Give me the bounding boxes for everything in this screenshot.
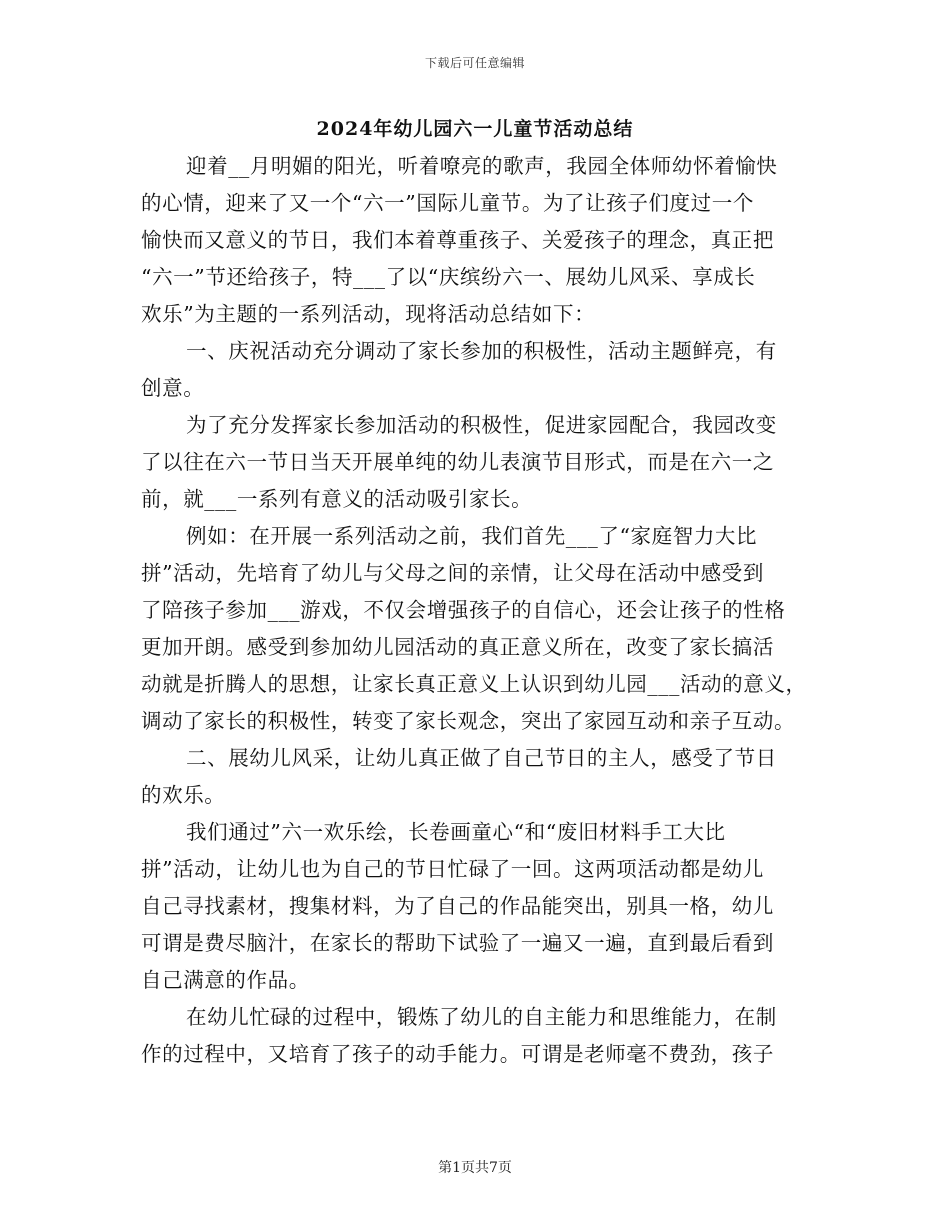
text-line: 作的过程中，又培育了孩子的动手能力。可谓是老师毫不费劲，孩子 [141,1042,774,1066]
text-line: 可谓是费尽脑汁，在家长的帮助下试验了一遍又一遍，直到最后看到 [141,931,774,955]
text-line: 前，就___一系列有意义的活动吸引家长。 [141,487,533,511]
text-line: 更加开朗。感受到参加幼儿园活动的真正意义所在，改变了家长搞活 [141,635,774,659]
text-line: 了以往在六一节日当天开展单纯的幼儿表演节目形式，而是在六一之 [141,450,774,474]
text-line: 了陪孩子参加___游戏，不仅会增强孩子的自信心，还会让孩子的性格 [141,598,786,622]
text-line: 我们通过”六一欢乐绘，长卷画童心“和“废旧材料手工大比 [186,820,726,844]
text-line: 自己寻找素材，搜集材料，为了自己的作品能突出，别具一格，幼儿 [141,894,774,918]
text-line: “六一”节还给孩子，特___了以“庆缤纷六一、展幼儿风采、享成长 [141,265,756,289]
text-line: 拼”活动，先培育了幼儿与父母之间的亲情，让父母在活动中感受到 [141,561,764,585]
text-line: 拼”活动，让幼儿也为自己的节日忙碌了一回。这两项活动都是幼儿 [141,857,764,881]
page-number: 第1页共7页 [438,1160,512,1176]
text-line: 在幼儿忙碌的过程中，锻炼了幼儿的自主能力和思维能力，在制 [186,1005,777,1029]
text-line: 创意。 [141,376,205,400]
header-note: 下载后可任意编辑 [424,56,525,70]
text-line: 自己满意的作品。 [141,968,310,992]
text-line: 二、展幼儿风采，让幼儿真正做了自己节日的主人，感受了节日 [186,746,777,770]
text-line: 的心情，迎来了又一个“六一”国际儿童节。为了让孩子们度过一个 [141,191,754,215]
text-line: 愉快而又意义的节日，我们本着尊重孩子、关爱孩子的理念，真正把 [141,228,774,252]
text-line: 的欢乐。 [141,783,226,807]
text-line: 迎着__月明媚的阳光，听着嘹亮的歌声，我园全体师幼怀着愉快 [186,154,778,178]
document-body [141,148,817,1073]
text-line: 一、庆祝活动充分调动了家长参加的积极性，活动主题鲜亮，有 [186,339,777,363]
text-line: 动就是折腾人的思想，让家长真正意义上认识到幼儿园___活动的意义， [141,672,807,696]
text-line: 例如：在开展一系列活动之前，我们首先___了“家庭智力大比 [186,524,758,548]
text-line: 调动了家长的积极性，转变了家长观念，突出了家园互动和亲子互动。 [141,709,796,733]
document-title: 2024年幼儿园六一儿童节活动总结 [316,118,634,140]
text-line: 欢乐”为主题的一系列活动，现将活动总结如下： [141,302,596,326]
text-line: 为了充分发挥家长参加活动的积极性，促进家园配合，我园改变 [186,413,777,437]
